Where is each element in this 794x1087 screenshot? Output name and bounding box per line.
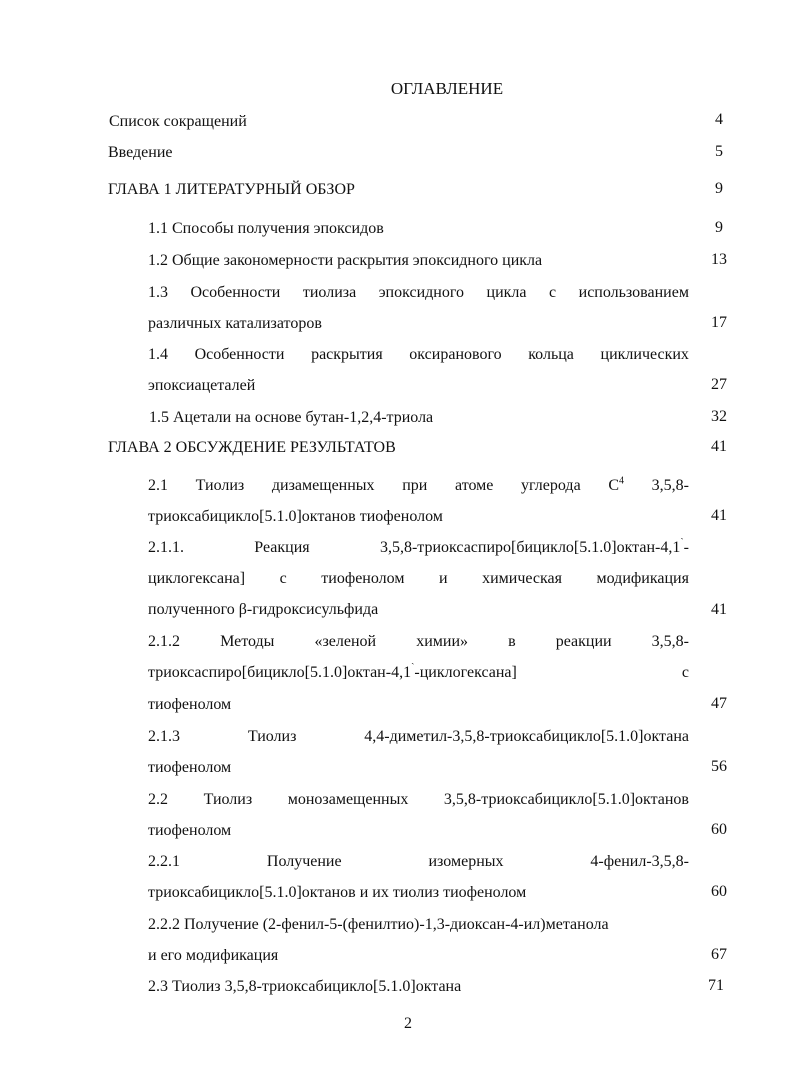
toc-page-1-5: 32	[711, 408, 727, 425]
toc-word: цикла	[486, 284, 527, 301]
toc-page-2-2-1: 60	[711, 883, 727, 900]
toc-word: 3,5,8-	[651, 477, 689, 494]
toc-entry-abbreviations: Список сокращений	[109, 113, 247, 130]
toc-word: оксиранового	[409, 346, 502, 363]
toc-page-1-3: 17	[711, 314, 727, 331]
toc-word: 2.1.3	[148, 728, 180, 745]
superscript: `	[411, 662, 415, 674]
toc-word: химическая	[482, 570, 562, 587]
toc-word: в	[508, 633, 516, 650]
toc-entry-2-1-2	[148, 632, 689, 652]
toc-word: раскрытия	[311, 346, 383, 363]
toc-word: 2.1.2	[148, 633, 180, 650]
toc-word: Тиолиз	[203, 791, 253, 808]
toc-entry-2-1-1-cont	[148, 569, 689, 589]
toc-word: реакции	[555, 633, 612, 650]
toc-word: с	[681, 664, 689, 681]
toc-page-2-2-2: 67	[711, 946, 727, 963]
toc-word: монозамещенных	[287, 791, 409, 808]
toc-word: и	[439, 570, 448, 587]
toc-page-1-2: 13	[711, 251, 727, 268]
toc-entry-1-1: 1.1 Способы получения эпоксидов	[148, 220, 384, 237]
toc-entry-1-4	[148, 345, 689, 365]
toc-entry-2-3: 2.3 Тиолиз 3,5,8-триоксабицикло[5.1.0]октана	[148, 978, 462, 995]
toc-page-chapter-2: 41	[711, 438, 727, 455]
toc-entry-1-3-cont: различных катализаторов	[148, 315, 322, 332]
toc-page-2-1-3: 56	[711, 758, 727, 775]
toc-word: Тиолиз	[195, 477, 245, 494]
toc-word: 1.4	[148, 346, 168, 363]
toc-word: 2.1.1.	[148, 539, 184, 556]
toc-entry-2-1	[148, 476, 689, 496]
toc-word: изомерных	[428, 853, 504, 870]
page-title: ОГЛАВЛЕНИЕ	[390, 79, 504, 98]
toc-word: модификация	[596, 570, 689, 587]
toc-entry-1-2: 1.2 Общие закономерности раскрытия эпоксидного цикла	[148, 252, 543, 269]
superscript: 4	[619, 475, 624, 487]
toc-page-2-1-2: 47	[711, 695, 727, 712]
toc-page-2-1: 41	[711, 507, 727, 524]
toc-word: циклогексана]	[148, 570, 246, 587]
toc-page-2-1-1: 41	[711, 601, 727, 618]
toc-entry-2-1-3-cont: тиофенолом	[148, 759, 232, 776]
toc-chapter-2: ГЛАВА 2 ОБСУЖДЕНИЕ РЕЗУЛЬТАТОВ	[108, 439, 396, 456]
toc-entry-1-5: 1.5 Ацетали на основе бутан-1,2,4-триола	[149, 409, 434, 426]
toc-entry-1-4-cont: эпоксиацеталей	[148, 377, 256, 394]
toc-entry-2-1-2-cont	[148, 663, 689, 683]
toc-page-2-3: 71	[708, 977, 724, 994]
toc-word: Получение	[266, 853, 342, 870]
toc-word: дизамещенных	[271, 477, 375, 494]
toc-word: Особенности	[190, 284, 281, 301]
toc-page-abbreviations: 4	[715, 111, 723, 128]
toc-word: 4-фенил-3,5,8-	[590, 853, 689, 870]
toc-page-1-4: 27	[711, 376, 727, 393]
toc-word: 3,5,8-триоксабицикло[5.1.0]октанов	[443, 791, 689, 808]
toc-entry-2-2-2-cont: и его модификация	[148, 947, 279, 964]
toc-word: кольца	[528, 346, 574, 363]
toc-page-chapter-1: 9	[715, 180, 723, 197]
toc-entry-2-2-cont: тиофенолом	[148, 822, 232, 839]
toc-word-formula: $C^4$	[608, 475, 624, 494]
toc-word: «зеленой	[314, 633, 377, 650]
toc-word-formula: триоксаспиро[бицикло[5.1.0]октан-4,1`-циклогексана]	[148, 662, 517, 681]
toc-entry-introduction: Введение	[108, 144, 173, 161]
toc-entry-2-1-1	[148, 538, 689, 558]
toc-word: тиофенолом	[321, 570, 405, 587]
toc-entry-2-1-2-cont2: тиофенолом	[148, 696, 232, 713]
toc-chapter-1: ГЛАВА 1 ЛИТЕРАТУРНЫЙ ОБЗОР	[108, 181, 355, 198]
toc-word: химии»	[416, 633, 469, 650]
toc-word: 2.2.1	[148, 853, 180, 870]
toc-word: эпоксидного	[378, 284, 465, 301]
toc-entry-2-1-1-cont2: полученного β-гидроксисульфида	[148, 601, 379, 618]
toc-word: с	[279, 570, 287, 587]
toc-word: Тиолиз	[247, 728, 297, 745]
toc-word: Методы	[220, 633, 275, 650]
toc-page-1-1: 9	[715, 219, 723, 236]
toc-word: с	[549, 284, 557, 301]
toc-word: при	[402, 477, 428, 494]
toc-word: 2.1	[148, 477, 168, 494]
toc-word: Реакция	[254, 539, 310, 556]
toc-entry-2-1-3	[148, 727, 689, 747]
page-number: 2	[404, 1015, 412, 1032]
toc-word: использованием	[578, 284, 689, 301]
toc-word: углерода	[521, 477, 581, 494]
toc-word: 3,5,8-	[651, 633, 689, 650]
toc-word: 2.2	[148, 791, 168, 808]
toc-word: тиолиза	[302, 284, 357, 301]
toc-word: 4,4-диметил-3,5,8-триоксабицикло[5.1.0]октана	[364, 728, 689, 745]
toc-entry-2-2-1	[148, 852, 689, 872]
toc-entry-1-3	[148, 283, 689, 303]
toc-word: 1.3	[148, 284, 168, 301]
toc-entry-2-2-1-cont: триоксабицикло[5.1.0]октанов и их тиолиз тиофенолом	[148, 884, 527, 901]
toc-entry-2-2	[148, 790, 689, 810]
superscript: `	[680, 537, 684, 549]
toc-word-formula: 3,5,8-триоксаспиро[бицикло[5.1.0]октан-4,1`-	[379, 537, 689, 556]
toc-entry-2-1-cont: триоксабицикло[5.1.0]октанов тиофенолом	[148, 508, 443, 525]
toc-page-introduction: 5	[715, 143, 723, 160]
toc-word: атоме	[455, 477, 494, 494]
toc-entry-2-2-2: 2.2.2 Получение (2-фенил-5-(фенилтио)-1,3-диоксан-4-ил)метанола	[148, 916, 609, 933]
toc-word: Особенности	[194, 346, 285, 363]
toc-page-2-2: 60	[711, 821, 727, 838]
toc-word: циклических	[600, 346, 689, 363]
